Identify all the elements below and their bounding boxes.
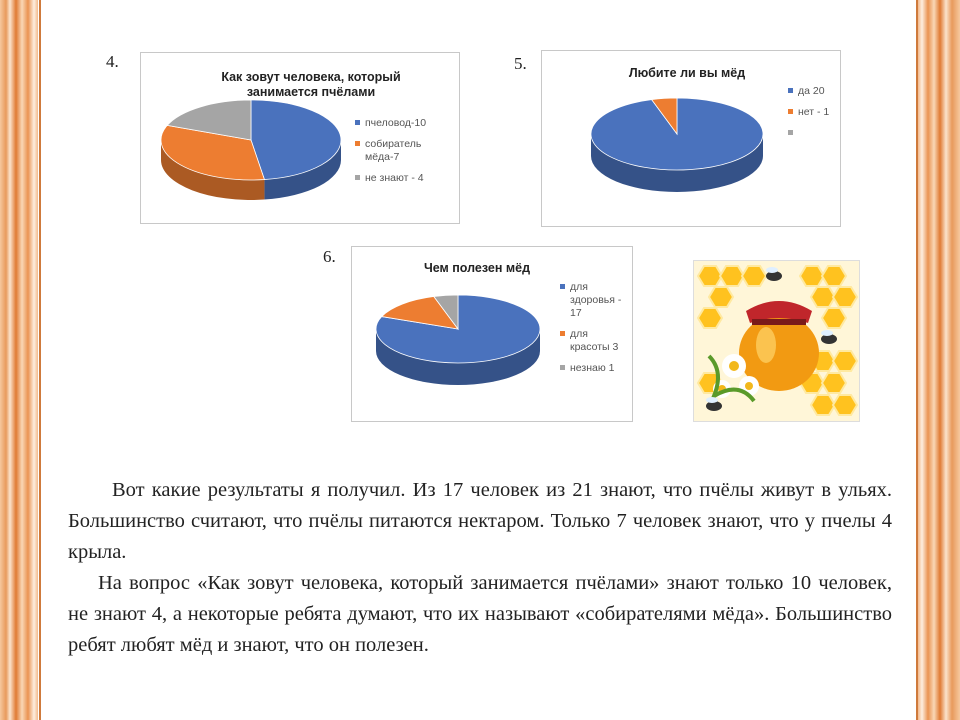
chart-5-pie — [582, 96, 782, 216]
legend-label: для здоровья - 17 — [570, 281, 622, 319]
legend-swatch-blue — [788, 88, 793, 93]
legend-label: незнаю 1 — [570, 362, 615, 374]
right-decorative-border — [918, 0, 960, 720]
chart-6-title: Чем полезен мёд — [423, 261, 531, 275]
left-decorative-border — [0, 0, 38, 720]
legend-item — [355, 172, 455, 185]
legend-item — [560, 281, 630, 320]
legend-item — [560, 362, 630, 375]
chart-6-legend — [560, 281, 630, 383]
left-border-line — [39, 0, 41, 720]
legend-swatch-orange — [355, 141, 360, 146]
legend-label: нет - 1 — [798, 106, 830, 118]
legend-swatch-gray — [355, 175, 360, 180]
legend-item — [788, 106, 836, 119]
legend-swatch-gray — [788, 130, 793, 135]
legend-swatch-blue — [355, 120, 360, 125]
chart-number-4: 4. — [106, 52, 119, 71]
results-paragraph-1: Вот какие результаты я получил. Из 17 человек из 21 знают, что пчёлы живут в ульях. Большинство считают, что пчёлы питаются нектаром. Только 7 человек знают, что у пчелы 4 крыла. — [68, 479, 892, 563]
chart-6-frame — [351, 246, 633, 422]
chart-number-5: 5. — [514, 54, 527, 73]
chart-6-pie — [372, 295, 562, 405]
legend-label: пчеловод-10 — [365, 117, 427, 129]
chart-4-title: Как зовут человека, который занимается пчёлами — [221, 70, 401, 99]
legend-swatch-blue — [560, 284, 565, 289]
legend-item — [355, 117, 455, 130]
chart-4-frame — [140, 52, 460, 224]
legend-label: собиратель мёда-7 — [365, 138, 422, 163]
chart-4-pie — [156, 98, 356, 213]
jar-highlight — [756, 327, 776, 363]
chart-number-6: 6. — [323, 247, 336, 266]
legend-label: да 20 — [798, 85, 825, 97]
legend-swatch-orange — [560, 331, 565, 336]
legend-swatch-gray — [560, 365, 565, 370]
chart-4-legend — [355, 117, 455, 193]
legend-swatch-orange — [788, 109, 793, 114]
jar-string — [752, 319, 806, 325]
legend-item — [788, 85, 836, 98]
honey-jar-illustration — [693, 260, 860, 422]
legend-label: для красоты 3 — [570, 328, 619, 353]
legend-item — [355, 138, 455, 164]
legend-label: не знают - 4 — [365, 172, 424, 184]
chart-5-frame — [541, 50, 841, 227]
legend-item — [560, 328, 630, 354]
right-border-line — [916, 0, 918, 720]
chart-5-title: Любите ли вы мёд — [628, 66, 746, 80]
slide-body-text — [68, 475, 892, 661]
chart-5-legend — [788, 85, 836, 127]
results-paragraph-2: На вопрос «Как зовут человека, который занимается пчёлами» знают только 10 человек, не знают 4, а некоторые ребята думают, что их называют «собирателями мёда». Большинство ребят любят мёд и знают, что он полезен. — [68, 572, 892, 656]
